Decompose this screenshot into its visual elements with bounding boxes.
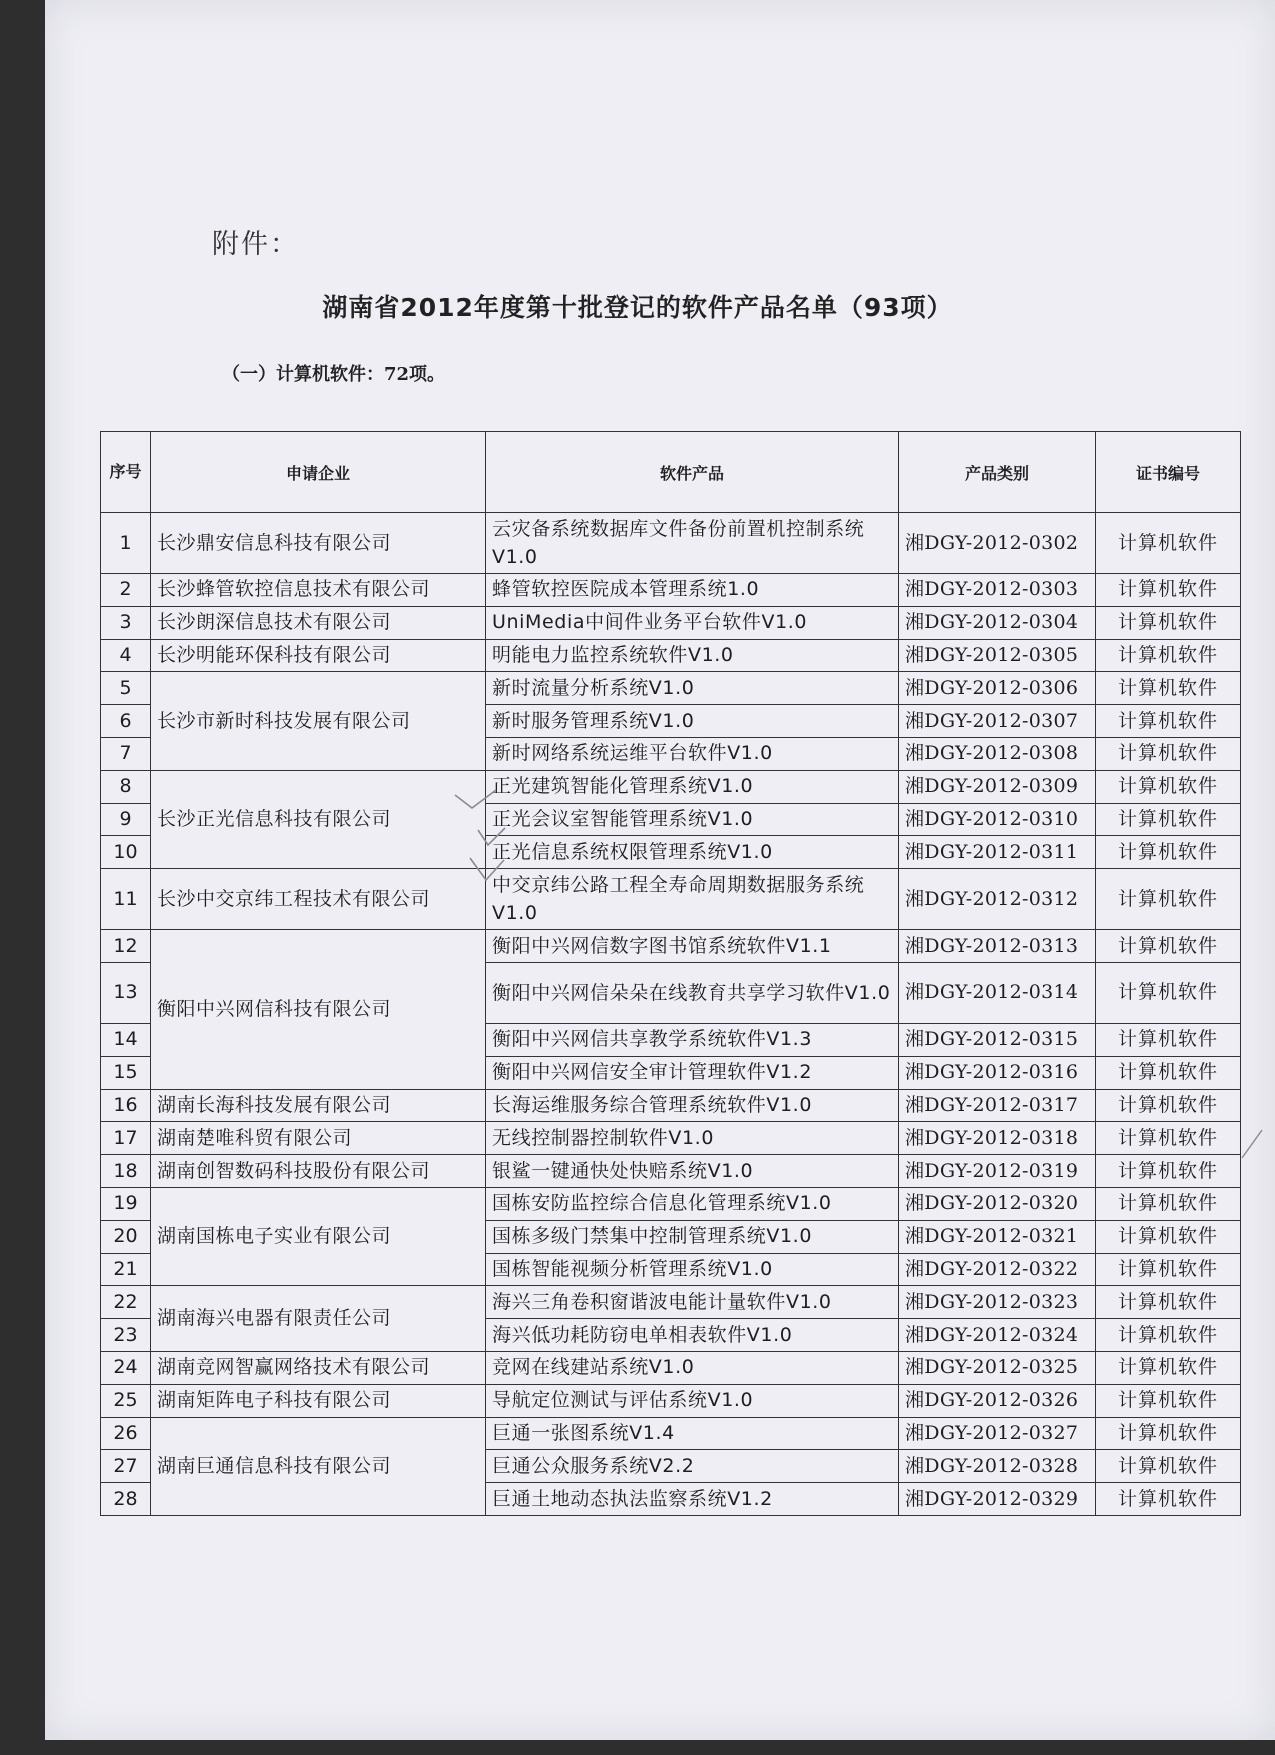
row-category: 计算机软件	[1096, 836, 1241, 869]
row-product: 国栋多级门禁集中控制管理系统V1.0	[486, 1220, 899, 1253]
row-company: 长沙市新时科技发展有限公司	[151, 672, 486, 770]
row-product: 明能电力监控系统软件V1.0	[486, 639, 899, 672]
row-code: 湘DGY-2012-0324	[899, 1319, 1096, 1352]
header-company: 申请企业	[151, 432, 486, 513]
table-row	[101, 513, 1241, 574]
row-company: 长沙正光信息科技有限公司	[151, 770, 486, 868]
row-seq: 24	[101, 1351, 151, 1384]
row-seq: 18	[101, 1155, 151, 1188]
header-seq: 序号	[101, 432, 151, 513]
row-category: 计算机软件	[1096, 672, 1241, 705]
row-seq: 28	[101, 1483, 151, 1516]
row-seq: 17	[101, 1122, 151, 1155]
row-category: 计算机软件	[1096, 1056, 1241, 1089]
table-row	[101, 574, 1241, 607]
row-category: 计算机软件	[1096, 574, 1241, 607]
row-seq: 9	[101, 803, 151, 836]
row-company: 湖南创智数码科技股份有限公司	[151, 1155, 486, 1188]
row-code: 湘DGY-2012-0302	[899, 513, 1096, 574]
document-title: 湖南省2012年度第十批登记的软件产品名单（93项）	[322, 293, 953, 322]
row-seq: 5	[101, 672, 151, 705]
row-code: 湘DGY-2012-0325	[899, 1351, 1096, 1384]
table-row	[101, 672, 1241, 705]
row-code: 湘DGY-2012-0315	[899, 1023, 1096, 1056]
row-category: 计算机软件	[1096, 869, 1241, 930]
header-category: 产品类别	[899, 432, 1096, 513]
row-product: 正光信息系统权限管理系统V1.0	[486, 836, 899, 869]
row-code: 湘DGY-2012-0316	[899, 1056, 1096, 1089]
row-seq: 21	[101, 1253, 151, 1286]
table-row	[101, 1122, 1241, 1155]
table-row	[101, 1384, 1241, 1417]
row-category: 计算机软件	[1096, 1483, 1241, 1516]
row-product: 正光会议室智能管理系统V1.0	[486, 803, 899, 836]
row-product: 蜂管软控医院成本管理系统1.0	[486, 574, 899, 607]
row-category: 计算机软件	[1096, 1122, 1241, 1155]
row-product: 巨通土地动态执法监察系统V1.2	[486, 1483, 899, 1516]
row-product: 海兴三角卷积窗谐波电能计量软件V1.0	[486, 1286, 899, 1319]
row-company: 长沙中交京纬工程技术有限公司	[151, 869, 486, 930]
row-company: 湖南长海科技发展有限公司	[151, 1089, 486, 1122]
row-company: 湖南矩阵电子科技有限公司	[151, 1384, 486, 1417]
row-category: 计算机软件	[1096, 930, 1241, 963]
row-product: 新时服务管理系统V1.0	[486, 705, 899, 738]
row-seq: 25	[101, 1384, 151, 1417]
row-seq: 4	[101, 639, 151, 672]
row-seq: 14	[101, 1023, 151, 1056]
row-seq: 26	[101, 1417, 151, 1450]
row-category: 计算机软件	[1096, 705, 1241, 738]
row-product: 中交京纬公路工程全寿命周期数据服务系统V1.0	[486, 869, 899, 930]
row-company: 长沙明能环保科技有限公司	[151, 639, 486, 672]
table-row	[101, 639, 1241, 672]
row-company: 长沙鼎安信息科技有限公司	[151, 513, 486, 574]
row-seq: 16	[101, 1089, 151, 1122]
row-product: 巨通公众服务系统V2.2	[486, 1450, 899, 1483]
row-seq: 8	[101, 770, 151, 803]
row-seq: 10	[101, 836, 151, 869]
row-code: 湘DGY-2012-0314	[899, 962, 1096, 1023]
row-product: 巨通一张图系统V1.4	[486, 1417, 899, 1450]
row-product: 衡阳中兴网信朵朵在线教育共享学习软件V1.0	[486, 962, 899, 1023]
row-seq: 13	[101, 962, 151, 1023]
row-code: 湘DGY-2012-0317	[899, 1089, 1096, 1122]
row-product: 衡阳中兴网信安全审计管理软件V1.2	[486, 1056, 899, 1089]
row-category: 计算机软件	[1096, 1286, 1241, 1319]
row-code: 湘DGY-2012-0307	[899, 705, 1096, 738]
row-code: 湘DGY-2012-0318	[899, 1122, 1096, 1155]
table-row	[101, 770, 1241, 803]
row-seq: 20	[101, 1220, 151, 1253]
section-subtitle: （一）计算机软件：72项。	[222, 364, 446, 385]
row-company: 衡阳中兴网信科技有限公司	[151, 930, 486, 1089]
row-category: 计算机软件	[1096, 1319, 1241, 1352]
table-row	[101, 1417, 1241, 1450]
row-category: 计算机软件	[1096, 1220, 1241, 1253]
row-code: 湘DGY-2012-0312	[899, 869, 1096, 930]
row-code: 湘DGY-2012-0308	[899, 737, 1096, 770]
row-code: 湘DGY-2012-0321	[899, 1220, 1096, 1253]
row-product: 国栋安防监控综合信息化管理系统V1.0	[486, 1187, 899, 1220]
row-seq: 7	[101, 737, 151, 770]
row-company: 湖南楚唯科贸有限公司	[151, 1122, 486, 1155]
header-certificate: 证书编号	[1096, 432, 1241, 513]
row-seq: 22	[101, 1286, 151, 1319]
row-seq: 19	[101, 1187, 151, 1220]
row-code: 湘DGY-2012-0306	[899, 672, 1096, 705]
row-product: 新时网络系统运维平台软件V1.0	[486, 737, 899, 770]
row-code: 湘DGY-2012-0329	[899, 1483, 1096, 1516]
table-row	[101, 930, 1241, 963]
row-code: 湘DGY-2012-0326	[899, 1384, 1096, 1417]
attachment-label: 附件：	[212, 229, 299, 260]
row-seq: 27	[101, 1450, 151, 1483]
row-category: 计算机软件	[1096, 606, 1241, 639]
row-product: 云灾备系统数据库文件备份前置机控制系统V1.0	[486, 513, 899, 574]
row-product: 衡阳中兴网信共享教学系统软件V1.3	[486, 1023, 899, 1056]
row-category: 计算机软件	[1096, 1450, 1241, 1483]
row-category: 计算机软件	[1096, 1023, 1241, 1056]
row-seq: 23	[101, 1319, 151, 1352]
row-seq: 11	[101, 869, 151, 930]
row-code: 湘DGY-2012-0322	[899, 1253, 1096, 1286]
row-code: 湘DGY-2012-0313	[899, 930, 1096, 963]
row-category: 计算机软件	[1096, 962, 1241, 1023]
row-category: 计算机软件	[1096, 1089, 1241, 1122]
row-code: 湘DGY-2012-0328	[899, 1450, 1096, 1483]
row-code: 湘DGY-2012-0323	[899, 1286, 1096, 1319]
header-product: 软件产品	[486, 432, 899, 513]
row-seq: 12	[101, 930, 151, 963]
row-product: 导航定位测试与评估系统V1.0	[486, 1384, 899, 1417]
row-category: 计算机软件	[1096, 737, 1241, 770]
row-category: 计算机软件	[1096, 1187, 1241, 1220]
row-category: 计算机软件	[1096, 513, 1241, 574]
row-seq: 15	[101, 1056, 151, 1089]
row-code: 湘DGY-2012-0320	[899, 1187, 1096, 1220]
row-company: 长沙蜂管软控信息技术有限公司	[151, 574, 486, 607]
row-code: 湘DGY-2012-0304	[899, 606, 1096, 639]
table-row	[101, 606, 1241, 639]
row-product: 衡阳中兴网信数字图书馆系统软件V1.1	[486, 930, 899, 963]
row-seq: 1	[101, 513, 151, 574]
row-product: 银鲨一键通快处快赔系统V1.0	[486, 1155, 899, 1188]
row-seq: 6	[101, 705, 151, 738]
row-seq: 3	[101, 606, 151, 639]
row-code: 湘DGY-2012-0310	[899, 803, 1096, 836]
table-row	[101, 1155, 1241, 1188]
row-company: 湖南海兴电器有限责任公司	[151, 1286, 486, 1352]
row-category: 计算机软件	[1096, 1253, 1241, 1286]
software-product-table	[100, 431, 1241, 1516]
row-code: 湘DGY-2012-0311	[899, 836, 1096, 869]
row-code: 湘DGY-2012-0303	[899, 574, 1096, 607]
row-product: 竞网在线建站系统V1.0	[486, 1351, 899, 1384]
table-row	[101, 1286, 1241, 1319]
table-row	[101, 1351, 1241, 1384]
row-code: 湘DGY-2012-0309	[899, 770, 1096, 803]
row-code: 湘DGY-2012-0305	[899, 639, 1096, 672]
row-code: 湘DGY-2012-0319	[899, 1155, 1096, 1188]
row-product: 国栋智能视频分析管理系统V1.0	[486, 1253, 899, 1286]
row-category: 计算机软件	[1096, 1155, 1241, 1188]
table-row	[101, 1187, 1241, 1220]
row-company: 长沙朗深信息技术有限公司	[151, 606, 486, 639]
row-product: 新时流量分析系统V1.0	[486, 672, 899, 705]
table-header-row	[101, 432, 1241, 513]
row-company: 湖南巨通信息科技有限公司	[151, 1417, 486, 1515]
row-company: 湖南国栋电子实业有限公司	[151, 1187, 486, 1285]
table-row	[101, 1089, 1241, 1122]
row-category: 计算机软件	[1096, 1351, 1241, 1384]
table-row	[101, 869, 1241, 930]
row-category: 计算机软件	[1096, 1384, 1241, 1417]
row-category: 计算机软件	[1096, 1417, 1241, 1450]
row-code: 湘DGY-2012-0327	[899, 1417, 1096, 1450]
row-product: 正光建筑智能化管理系统V1.0	[486, 770, 899, 803]
row-product: UniMedia中间件业务平台软件V1.0	[486, 606, 899, 639]
row-product: 无线控制器控制软件V1.0	[486, 1122, 899, 1155]
row-category: 计算机软件	[1096, 803, 1241, 836]
row-product: 海兴低功耗防窃电单相表软件V1.0	[486, 1319, 899, 1352]
row-category: 计算机软件	[1096, 770, 1241, 803]
row-seq: 2	[101, 574, 151, 607]
row-company: 湖南竞网智赢网络技术有限公司	[151, 1351, 486, 1384]
row-category: 计算机软件	[1096, 639, 1241, 672]
row-product: 长海运维服务综合管理系统软件V1.0	[486, 1089, 899, 1122]
